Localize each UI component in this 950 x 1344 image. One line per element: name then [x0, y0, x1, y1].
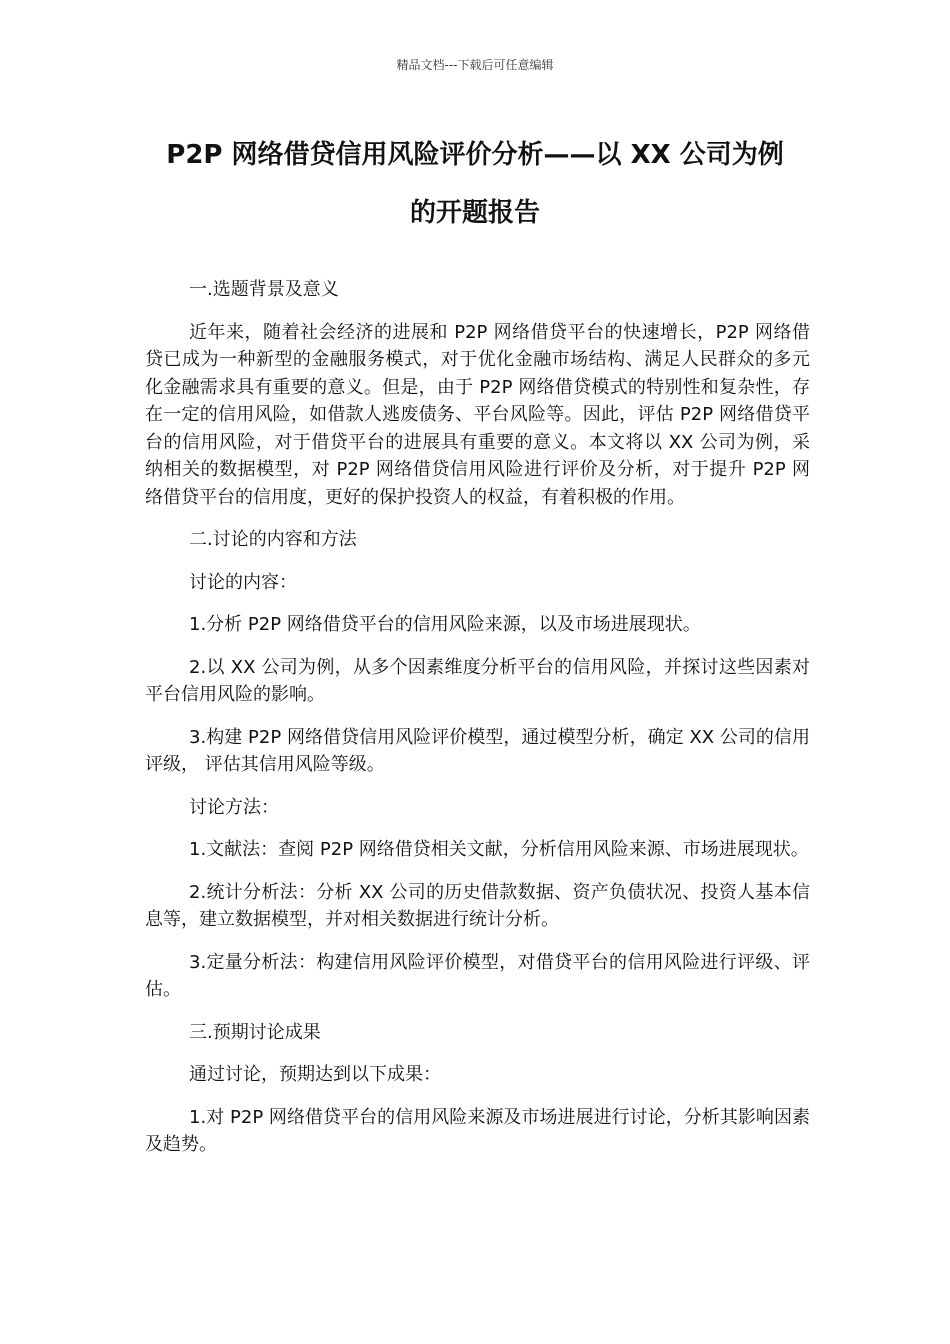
content-item-2: 2.以 XX 公司为例，从多个因素维度分析平台的信用风险，并探讨这些因素对平台信用风险的影响。 [145, 656, 810, 705]
method-item-3: 3.定量分析法：构建信用风险评价模型，对借贷平台的信用风险进行评级、评估。 [145, 951, 810, 1000]
subheading-methods: 讨论方法： [189, 796, 279, 818]
method-item-2: 2.统计分析法：分析 XX 公司的历史借款数据、资产负债状况、投资人基本信息等，建立数据模型，并对相关数据进行统计分析。 [145, 881, 810, 930]
document-body [145, 276, 810, 1174]
subheading-content: 讨论的内容： [189, 571, 297, 593]
method-item-1: 1.文献法：查阅 P2P 网络借贷相关文献，分析信用风险来源、市场进展现状。 [189, 839, 809, 860]
section-heading-expected-results: 三.预期讨论成果 [189, 1021, 321, 1043]
paragraph-background: 近年来，随着社会经济的进展和 P2P 网络借贷平台的快速增长，P2P 网络借贷已成为一种新型的金融服务模式，对于优化金融市场结构、满足人民群众的多元化金融需求具有重要的意义。但是，由于 P2P 网络借贷模式的特别性和复杂性，存在一定的信用风险，如借款人逃废债务、平台风险等。因此，评估 P2P 网络借贷平台的信用风险，对于借贷平台的进展具有重要的意义。本文将以 XX 公司为例，采纳相关的数据模型，对 P2P 网络借贷信用风险进行评价及分析，对于提升 P2P 网络借贷平台的信用度，更好的保护投资人的权益，有着积极的作用。 [145, 321, 810, 508]
content-item-1: 1.分析 P2P 网络借贷平台的信用风险来源，以及市场进展现状。 [189, 614, 701, 635]
expected-results-intro: 通过讨论，预期达到以下成果： [189, 1064, 441, 1085]
expected-result-item-1: 1.对 P2P 网络借贷平台的信用风险来源及市场进展进行讨论，分析其影响因素及趋势。 [145, 1106, 810, 1155]
document-title-line-1: P2P 网络借贷信用风险评价分析——以 XX 公司为例 [166, 140, 784, 170]
section-heading-content-methods: 二.讨论的内容和方法 [189, 529, 357, 550]
document-title-line-2: 的开题报告 [409, 198, 540, 228]
content-item-3: 3.构建 P2P 网络借贷信用风险评价模型，通过模型分析，确定 XX 公司的信用评级， 评估其信用风险等级。 [145, 726, 810, 775]
header-note: 精品文档---下载后可任意编辑 [396, 58, 554, 72]
section-heading-background: 一.选题背景及意义 [189, 279, 339, 300]
